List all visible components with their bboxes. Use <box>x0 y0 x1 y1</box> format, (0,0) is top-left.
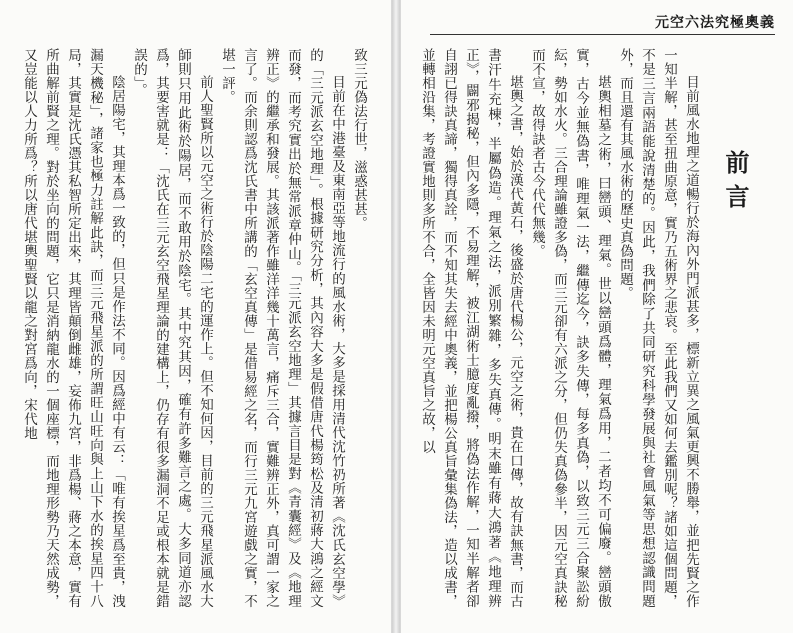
preface-title: 前言 <box>721 150 749 218</box>
book-binding <box>392 0 400 633</box>
left-paragraph-2: 目前在中港臺及東南亞等地流行的風水術，大多是採用清代沈竹礽所著《沈氏玄空學》的「三元派玄空地理」。根據研究分析，其內容大多是假借唐代楊筠松及清初蔣大鴻之經文而發，而考究實出於無常派章仲山。「三元派玄空地理」其據言目是對《青囊經》及《地理辨正》的繼承和發展。其該派著作雖洋洋幾十萬言，痛斥三合，實難辨正外，真可謂一家之言了。而余則認爲沈氏書中所講的「玄空真傳」是借易經之名，而行三元九宮遊戲之實，不堪一評。 <box>219 48 345 608</box>
running-header-title: 元空六法究極奧義 <box>655 15 775 31</box>
right-paragraph-3: 堪輿之書，始於漢代黃石，後盛於唐代楊公，元空之術，貴在口傳，故有訣無書，而古書汗牛充棟，半屬偽造。理氣之法，派別繁雜，多失真傳。明末雖有蔣大鴻著《地理辨正》，闢邪揭秘，但內多隱，不易理解，被江湖術士臆度亂撥，將偽法作解，一知半解者卻自詡已得訣真諦，獨得真詮，而不知其失去經中奧義，並把楊公真旨彙集偽法，造以成書，並轉相沿集，考證實地則多所不合，全皆因未明元空真旨之故，以 <box>419 48 523 608</box>
left-paragraph-1: 致三元偽法行世，滋惑甚甚。 <box>351 48 367 230</box>
right-page-body <box>419 48 702 608</box>
right-paragraph-2: 堪輿相墓之術，曰巒頭、理氣。世以巒頭爲體，理氣爲用，二者均不可偏廢。巒頭傲實，古今並無偽書，唯理氣一法，繼傳迄今，訣多失傳，每多真偽，以致三元三合聚訟紛紜，勢如水火。三合理論雖證多偽，而三元卻有六派之分，但仍失真偽參半，因元空真訣秘而不宣，故得訣者古今代代無幾。 <box>529 48 611 608</box>
left-page-body <box>22 48 370 608</box>
left-paragraph-4: 陰居陽宅，其理本爲一致的，但只是作法不同。因爲經中有云：「唯有挨星爲至貴，洩漏天機秘」，諸家也極力註解此訣，而三元飛星派的所謂旺山旺向與上山下水的挨星四十八局，其實是沈氏憑其私智所定出來，其理皆顛倒雌雄，妄佈九宮，非爲楊、蔣之本意，實有所曲解前賢之理。對於坐向的問題，它只是消納龍水的一個座標，而地理形勢乃天然成勢，又豈能以人力所爲？所以唐代堪輿聖賢以龍之對宮爲向，宋代地 <box>21 48 125 608</box>
right-paragraph-1: 目前風水地理之道暢行於海內外門派甚多，標新立異之風氣更興不勝舉，並把先賢之作一知半解，甚至扭曲原意，實乃五術界之悲哀。至此我們又如何去鑑別呢？諸如這個問題，不是三言兩語能說清楚的。因此，我們除了共同研究科學發展與社會風氣等思想認識問題外，而且還有其風水術的歷史真偽問題。 <box>617 48 699 608</box>
left-paragraph-3: 前人聖賢所以元空之術行於陰陽二宅的運作上。但不知何因，目前的三元飛星派風水大師則只用此術於陽居，而不敢用於陰宅。其中究其因，確有許多難言之處。大多同道亦認爲，其要害就是：「沈氏在三元玄空飛星理論的建構上，仍存有很多漏洞不足或根本就是錯誤的」。 <box>131 48 213 608</box>
header-rule <box>430 34 775 35</box>
